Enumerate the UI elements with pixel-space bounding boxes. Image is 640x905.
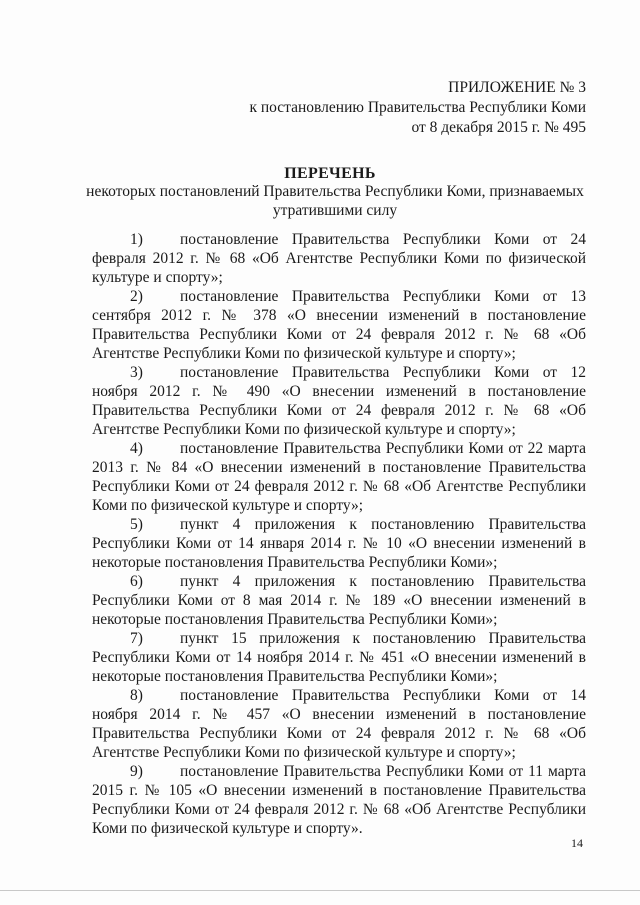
- list-item: [92, 629, 586, 686]
- list-item: [92, 572, 586, 629]
- list-item-text: постановление Правительства Республики Коми от 22 марта 2013 г. № 84 «О внесении изменений в постановление Правительства Республики Коми от 24 февраля 2012 г. № 68 «Об Агентстве Республики Коми по физической культуре и спорту»;: [92, 440, 586, 514]
- list-item-number: 1): [130, 231, 143, 248]
- list-item-text: постановление Правительства Республики Коми от 14 ноября 2014 г. № 457 «О внесении изменений в постановление Правительства Республики Коми от 24 февраля 2012 г. № 68 «Об Агентстве Республики Коми по физической культуре и спорту»;: [92, 687, 586, 761]
- appendix-number: ПРИЛОЖЕНИЕ № 3: [448, 79, 586, 96]
- list-item: [92, 515, 586, 572]
- list-item-text: постановление Правительства Республики Коми от 13 сентября 2012 г. № 378 «О внесении изменений в постановление Правительства Республики Коми от 24 февраля 2012 г. № 68 «Об Агентстве Республики Коми по физической культуре и спорту»;: [92, 288, 586, 362]
- list-item: [92, 287, 586, 363]
- list-item-text: пункт 15 приложения к постановлению Правительства Республики Коми от 14 ноября 2014 г. № 451 «О внесении изменений в некоторые постановления Правительства Республики Коми»;: [92, 630, 586, 685]
- appendix-header: [249, 78, 586, 138]
- list-item: [92, 762, 586, 838]
- list-item-number: 3): [130, 364, 143, 381]
- list-item-text: постановление Правительства Республики Коми от 12 ноября 2012 г. № 490 «О внесении изменений в постановление Правительства Республики Коми от 24 февраля 2012 г. № 68 «Об Агентстве Республики Коми по физической культуре и спорту»;: [92, 364, 586, 438]
- list-item-text: пункт 4 приложения к постановлению Правительства Республики Коми от 8 мая 2014 г. № 189 «О внесении изменений в некоторые постановления Правительства Республики Коми»;: [92, 573, 586, 628]
- list-item-number: 2): [130, 288, 143, 305]
- list-item: [92, 686, 586, 762]
- list-item: [92, 439, 586, 515]
- document-title: ПЕРЕЧЕНЬ: [284, 165, 376, 182]
- list-item-number: 7): [130, 630, 143, 647]
- subtitle-line-2: утратившими силу: [272, 202, 398, 219]
- list-item: [92, 363, 586, 439]
- list-item-text: постановление Правительства Республики Коми от 11 марта 2015 г. № 105 «О внесении изменений в постановление Правительства Республики Коми от 24 февраля 2012 г. № 68 «Об Агентстве Республики Коми по физической культуре и спорту».: [92, 763, 586, 837]
- list-item-number: 8): [130, 687, 143, 704]
- list-item: [92, 230, 586, 287]
- list-item-number: 6): [130, 573, 143, 590]
- subtitle-line-1: некоторых постановлений Правительства Республики Коми, признаваемых: [86, 183, 584, 200]
- list-item-number: 4): [130, 440, 143, 457]
- resolution-list: [92, 230, 586, 838]
- document-subtitle: [80, 182, 590, 220]
- list-item-number: 5): [130, 516, 143, 533]
- page-number: 14: [571, 836, 583, 850]
- appendix-date: от 8 декабря 2015 г. № 495: [411, 119, 586, 136]
- list-item-text: пункт 4 приложения к постановлению Правительства Республики Коми от 14 января 2014 г. № 10 «О внесении изменений в некоторые постановления Правительства Республики Коми»;: [92, 516, 586, 571]
- appendix-reference: к постановлению Правительства Республики Коми: [249, 99, 586, 116]
- scan-edge-divider: [0, 890, 640, 891]
- list-item-number: 9): [130, 763, 143, 780]
- list-item-text: постановление Правительства Республики Коми от 24 февраля 2012 г. № 68 «Об Агентстве Республики Коми по физической культуре и спорту»;: [92, 231, 586, 286]
